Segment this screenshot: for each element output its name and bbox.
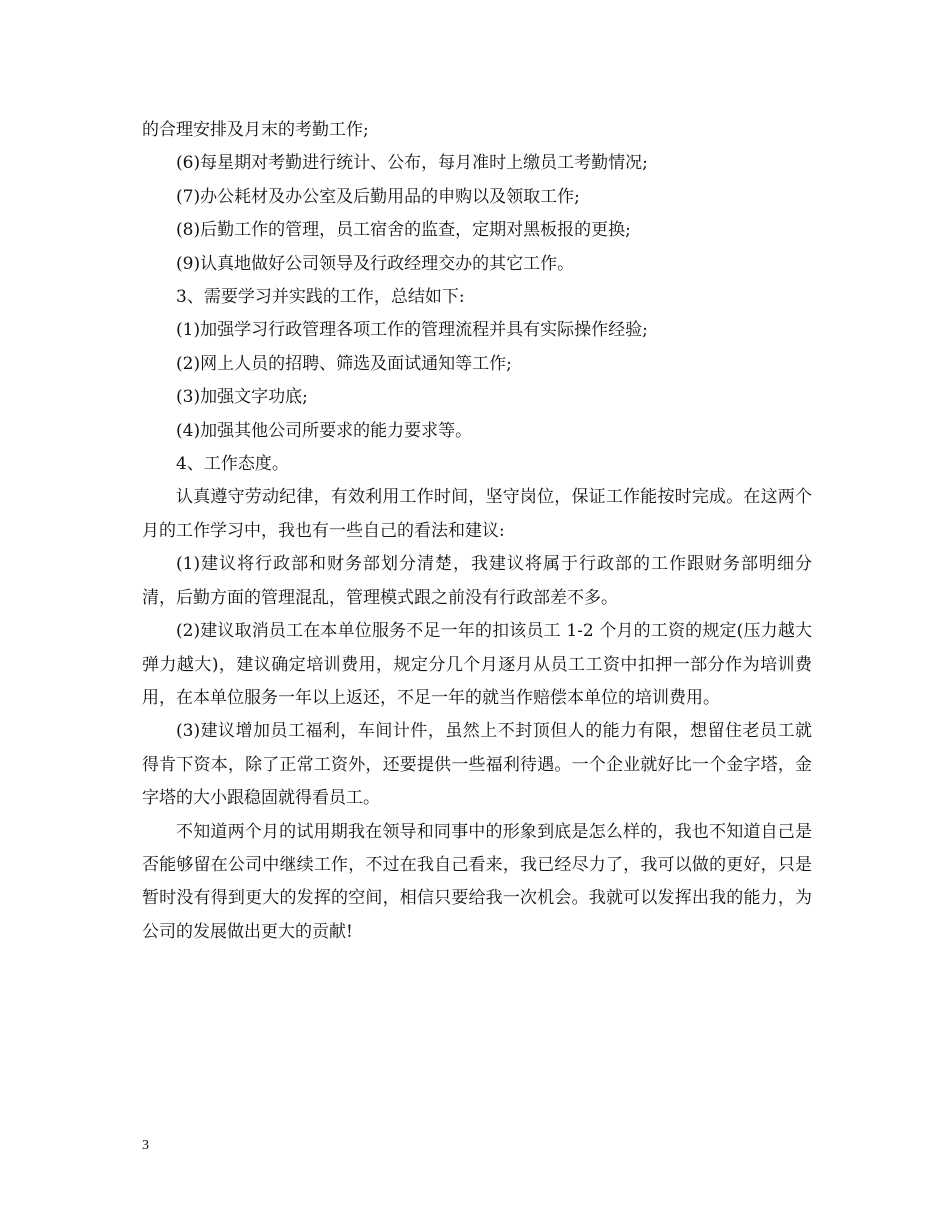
paragraph: (4)加强其他公司所要求的能力要求等。 xyxy=(176,420,473,441)
document-body xyxy=(142,114,812,949)
paragraph: (3)加强文字功底; xyxy=(176,387,308,408)
paragraph: (3)建议增加员工福利，车间计件，虽然上不封顶但人的能力有限，想留住老员工就得肯下资本，除了正常工资外，还要提供一些福利待遇。一个企业就好比一个金字塔，金字塔的大小跟稳固就得看员工。 xyxy=(142,721,812,809)
paragraph: 不知道两个月的试用期我在领导和同事中的形象到底是怎么样的，我也不知道自己是否能够留在公司中继续工作，不过在我自己看来，我已经尽力了，我可以做的更好，只是暂时没有得到更大的发挥的空间，相信只要给我一次机会。我就可以发挥出我的能力，为公司的发展做出更大的贡献! xyxy=(142,821,812,942)
paragraph: (9)认真地做好公司领导及行政经理交办的其它工作。 xyxy=(176,253,575,274)
page-number: 3 xyxy=(142,1138,149,1153)
paragraph: (7)办公耗材及办公室及后勤用品的申购以及领取工作; xyxy=(176,186,580,207)
paragraph: (8)后勤工作的管理，员工宿舍的监查，定期对黑板报的更换; xyxy=(176,220,631,241)
paragraph: (2)网上人员的招聘、筛选及面试通知等工作; xyxy=(176,353,512,374)
paragraph: (6)每星期对考勤进行统计、公布，每月准时上缴员工考勤情况; xyxy=(176,153,648,174)
paragraph: 认真遵守劳动纪律，有效利用工作时间，坚守岗位，保证工作能按时完成。在这两个月的工作学习中，我也有一些自己的看法和建议: xyxy=(142,487,812,541)
paragraph: (1)加强学习行政管理各项工作的管理流程并具有实际操作经验; xyxy=(176,320,648,341)
section-heading: 3、需要学习并实践的工作，总结如下: xyxy=(176,287,465,308)
paragraph: (1)建议将行政部和财务部划分清楚，我建议将属于行政部的工作跟财务部明细分清，后勤方面的管理混乱，管理模式跟之前没有行政部差不多。 xyxy=(142,554,812,608)
section-heading: 4、工作态度。 xyxy=(176,454,289,475)
paragraph: 的合理安排及月末的考勤工作; xyxy=(142,120,369,140)
paragraph: (2)建议取消员工在本单位服务不足一年的扣该员工 1-2 个月的工资的规定(压力越大弹力越大)，建议确定培训费用，规定分几个月逐月从员工工资中扣押一部分作为培训费用，在本单位服务一年以上返还，不足一年的就当作赔偿本单位的培训费用。 xyxy=(142,621,812,708)
